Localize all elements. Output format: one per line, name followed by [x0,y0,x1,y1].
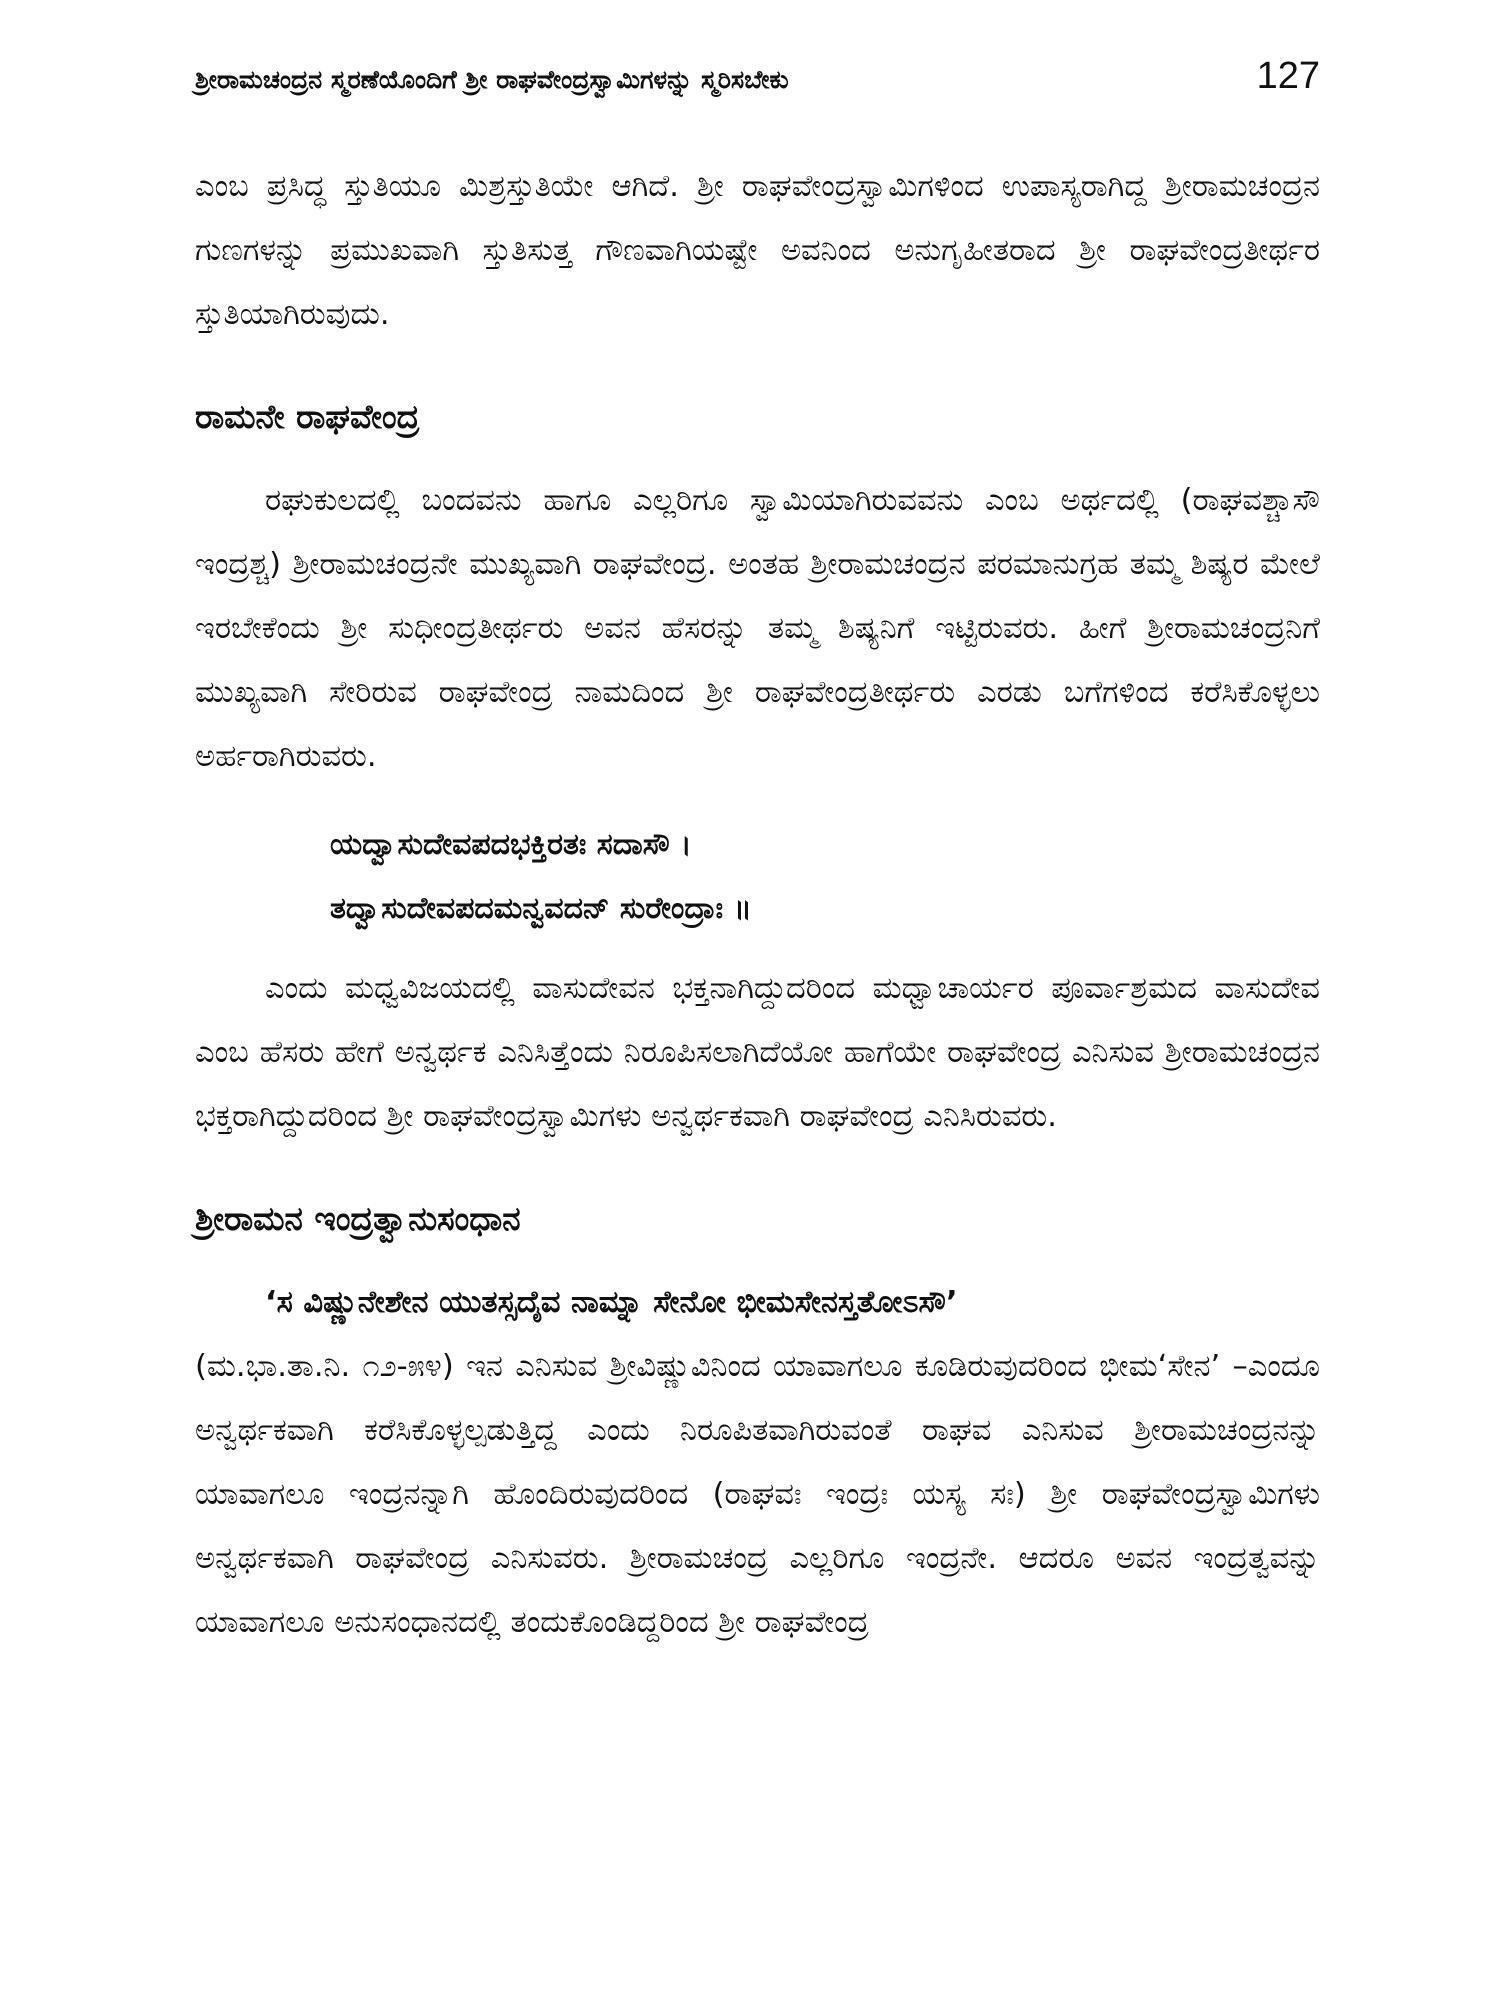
verse-line-1: ಯದ್ವಾಸುದೇವಪದಭಕ್ತಿರತಃ ಸದಾಸೌ । [330,827,692,862]
opening-paragraph: ಎಂಬ ಪ್ರಸಿದ್ಧ ಸ್ತುತಿಯೂ ಮಿಶ್ರಸ್ತುತಿಯೇ ಆಗಿದೆ. ಶ್ರೀ ರಾಘವೇಂದ್ರಸ್ವಾಮಿಗಳಿಂದ ಉಪಾಸ್ಯರಾಗಿದ್ದ ಶ್ರೀರಾಮಚಂದ್ರನ ಗುಣಗಳನ್ನು ಪ್ರಮುಖವಾಗಿ ಸ್ತುತಿಸುತ್ತ ಗೌಣವಾಗಿಯಷ್ಟೇ ಅವನಿಂದ ಅನುಗೃಹೀತರಾದ ಶ್ರೀ ರಾಘವೇಂದ್ರತೀರ್ಥರ ಸ್ತುತಿಯಾಗಿರುವುದು. [195,169,1320,332]
section1-paragraph1: ರಘುಕುಲದಲ್ಲಿ ಬಂದವನು ಹಾಗೂ ಎಲ್ಲರಿಗೂ ಸ್ವಾಮಿಯಾಗಿರುವವನು ಎಂಬ ಅರ್ಥದಲ್ಲಿ (ರಾಘವಶ್ಚಾಸೌ ಇಂದ್ರಶ್ಚ) ಶ್ರೀರಾಮಚಂದ್ರನೇ ಮುಖ್ಯವಾಗಿ ರಾಘವೇಂದ್ರ. ಅಂತಹ ಶ್ರೀರಾಮಚಂದ್ರನ ಪರಮಾನುಗ್ರಹ ತಮ್ಮ ಶಿಷ್ಯರ ಮೇಲೆ ಇರಬೇಕೆಂದು ಶ್ರೀ ಸುಧೀಂದ್ರತೀರ್ಥರು ಅವನ ಹೆಸರನ್ನು ತಮ್ಮ ಶಿಷ್ಯನಿಗೆ ಇಟ್ಟಿರುವರು. ಹೀಗೆ ಶ್ರೀರಾಮಚಂದ್ರನಿಗೆ ಮುಖ್ಯವಾಗಿ ಸೇರಿರುವ ರಾಘವೇಂದ್ರ ನಾಮದಿಂದ ಶ್ರೀ ರಾಘವೇಂದ್ರತೀರ್ಥರು ಎರಡು ಬಗೆಗಳಿಂದ ಕರೆಸಿಕೊಳ್ಳಲು ಅರ್ಹರಾಗಿರುವರು. [195,483,1320,774]
sanskrit-verse [330,813,1320,941]
running-header [195,55,1320,115]
section2-quote: ‘ಸ ವಿಷ್ಣುನೇಶೇನ ಯುತಸ್ಸದೈವ ನಾಮ್ನಾ ಸೇನೋ ಭೀಮಸೇನಸ್ತತೋಽಸೌ’ [265,1285,958,1320]
verse-line-2: ತದ್ವಾಸುದೇವಪದಮನ್ವವದನ್ ಸುರೇಂದ್ರಾಃ ॥ [330,891,752,926]
section2-paragraph: (ಮ.ಭಾ.ತಾ.ನಿ. ೧೨-೫೪) ಇನ ಎನಿಸುವ ಶ್ರೀವಿಷ್ಣುವಿನಿಂದ ಯಾವಾಗಲೂ ಕೂಡಿರುವುದರಿಂದ ಭೀಮ‘ಸೇನ’ –ಎಂದೂ ಅನ್ವರ್ಥಕವಾಗಿ ಕರೆಸಿಕೊಳ್ಳಲ್ಪಡುತ್ತಿದ್ದ ಎಂದು ನಿರೂಪಿತವಾಗಿರುವಂತೆ ರಾಘವ ಎನಿಸುವ ಶ್ರೀರಾಮಚಂದ್ರನನ್ನು ಯಾವಾಗಲೂ ಇಂದ್ರನನ್ನಾಗಿ ಹೊಂದಿರುವುದರಿಂದ (ರಾಘವಃ ಇಂದ್ರಃ ಯಸ್ಯ ಸಃ) ಶ್ರೀ ರಾಘವೇಂದ್ರಸ್ವಾಮಿಗಳು ಅನ್ವರ್ಥಕವಾಗಿ ರಾಘವೇಂದ್ರ ಎನಿಸುವರು. ಶ್ರೀರಾಮಚಂದ್ರ ಎಲ್ಲರಿಗೂ ಇಂದ್ರನೇ. ಆದರೂ ಅವನ ಇಂದ್ರತ್ವವನ್ನು ಯಾವಾಗಲೂ ಅನುಸಂಧಾನದಲ್ಲಿ ತಂದುಕೊಂಡಿದ್ದರಿಂದ ಶ್ರೀ ರಾಘವೇಂದ್ರ [195,1349,1320,1640]
page-number: 127 [1256,55,1320,97]
section1-paragraph2: ಎಂದು ಮಧ್ವವಿಜಯದಲ್ಲಿ ವಾಸುದೇವನ ಭಕ್ತನಾಗಿದ್ದುದರಿಂದ ಮಧ್ವಾಚಾರ್ಯರ ಪೂರ್ವಾಶ್ರಮದ ವಾಸುದೇವ ಎಂಬ ಹೆಸರು ಹೇಗೆ ಅನ್ವರ್ಥಕ ಎನಿಸಿತ್ತೆಂದು ನಿರೂಪಿಸಲಾಗಿದೆಯೋ ಹಾಗೆಯೇ ರಾಘವೇಂದ್ರ ಎನಿಸುವ ಶ್ರೀರಾಮಚಂದ್ರನ ಭಕ್ತರಾಗಿದ್ದುದರಿಂದ ಶ್ರೀ ರಾಘವೇಂದ್ರಸ್ವಾಮಿಗಳು ಅನ್ವರ್ಥಕವಾಗಿ ರಾಘವೇಂದ್ರ ಎನಿಸಿರುವರು. [195,971,1320,1134]
running-title: ಶ್ರೀರಾಮಚಂದ್ರನ ಸ್ಮರಣೆಯೊಂದಿಗೆ ಶ್ರೀ ರಾಘವೇಂದ್ರಸ್ವಾಮಿಗಳನ್ನು ಸ್ಮರಿಸಬೇಕು [195,65,789,94]
book-page [195,55,1320,1985]
section-heading-rama-raghavendra: ರಾಮನೇ ರಾಘವೇಂದ್ರ [195,397,420,436]
section-heading-indratva: ಶ್ರೀರಾಮನ ಇಂದ್ರತ್ವಾನುಸಂಧಾನ [195,1199,521,1238]
